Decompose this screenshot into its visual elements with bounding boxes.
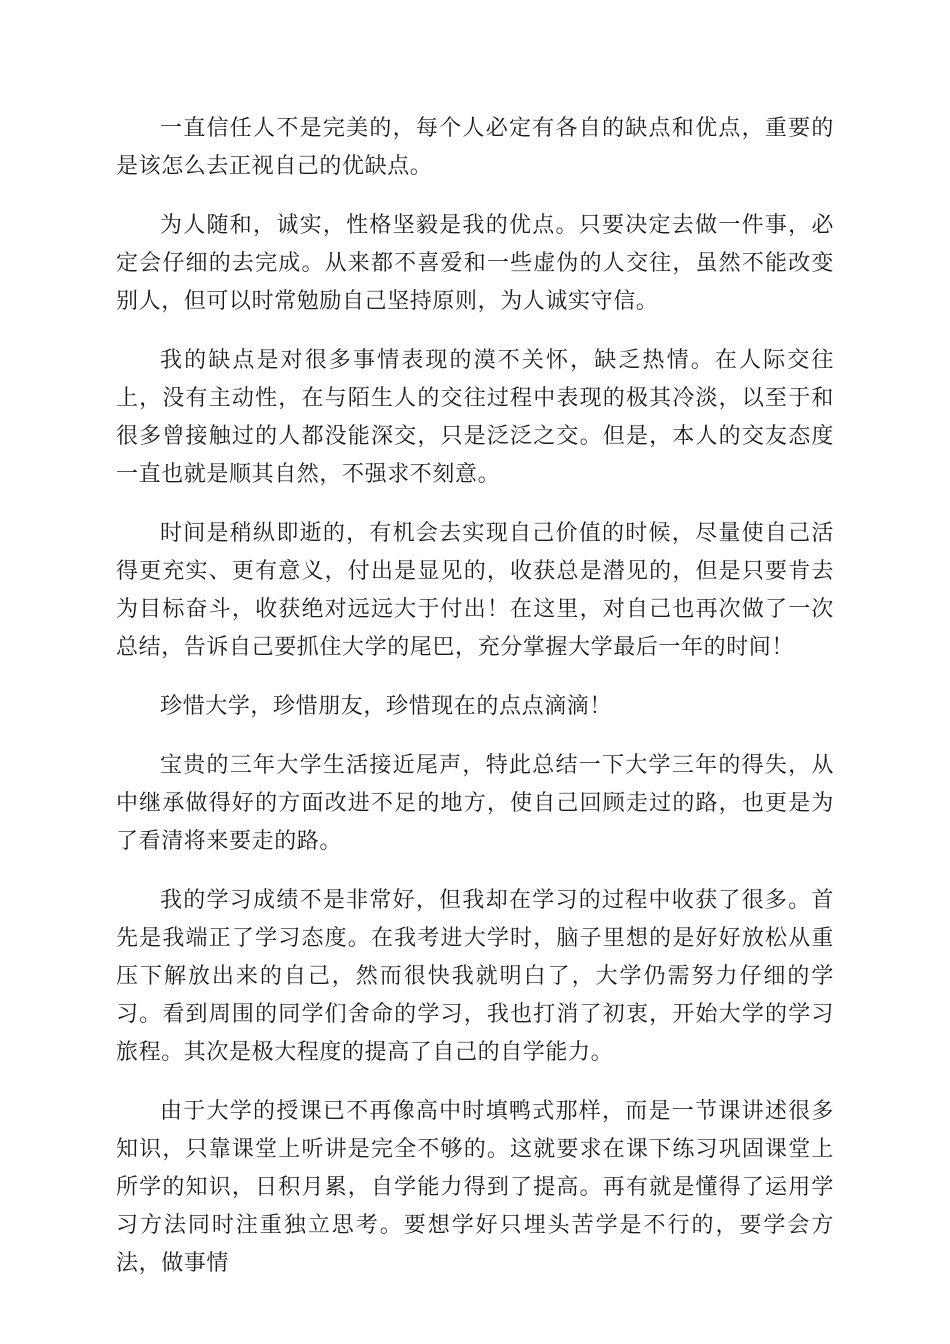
paragraph: 我的缺点是对很多事情表现的漠不关怀，缺乏热情。在人际交往上，没有主动性，在与陌生人的交往过程中表现的极其冷淡，以至于和很多曾接触过的人都没能深交，只是泛泛之交。但是，本人的交友态度一直也就是顺其自然，不强求不刻意。 (116, 348, 834, 487)
paragraph: 我的学习成绩不是非常好，但我却在学习的过程中收获了很多。首先是我端正了学习态度。在我考进大学时，脑子里想的是好好放松从重压下解放出来的自己，然而很快我就明白了，大学仍需努力仔细的学习。看到周围的同学们舍命的学习，我也打消了初衷，开始大学的学习旅程。其次是极大程度的提高了自己的自学能力。 (116, 888, 834, 1065)
paragraph: 为人随和，诚实，性格坚毅是我的优点。只要决定去做一件事，必定会仔细的去完成。从来都不喜爱和一些虚伪的人交往，虽然不能改变别人，但可以时常勉励自己坚持原则，为人诚实守信。 (116, 213, 834, 314)
paragraph: 一直信任人不是完美的，每个人必定有各自的缺点和优点，重要的是该怎么去正视自己的优缺点。 (116, 116, 834, 179)
paragraph: 时间是稍纵即逝的，有机会去实现自己价值的时候，尽量使自己活得更充实、更有意义，付出是显见的，收获总是潜见的，但是只要肯去为目标奋斗，收获绝对远远大于付出！在这里，对自己也再次做了一次总结，告诉自己要抓住大学的尾巴，充分掌握大学最后一年的时间！ (116, 521, 834, 660)
paragraph: 宝贵的三年大学生活接近尾声，特此总结一下大学三年的得失，从中继承做得好的方面改进不足的地方，使自己回顾走过的路，也更是为了看清将来要走的路。 (116, 753, 834, 854)
paragraph: 由于大学的授课已不再像高中时填鸭式那样，而是一节课讲述很多知识，只靠课堂上听讲是完全不够的。这就要求在课下练习巩固课堂上所学的知识，日积月累，自学能力得到了提高。再有就是懂得了运用学习方法同时注重独立思考。要想学好只埋头苦学是不行的，要学会方法，做事情 (116, 1099, 834, 1276)
document-body (116, 110, 834, 1304)
paragraph: 珍惜大学，珍惜朋友，珍惜现在的点点滴滴！ (160, 694, 613, 719)
